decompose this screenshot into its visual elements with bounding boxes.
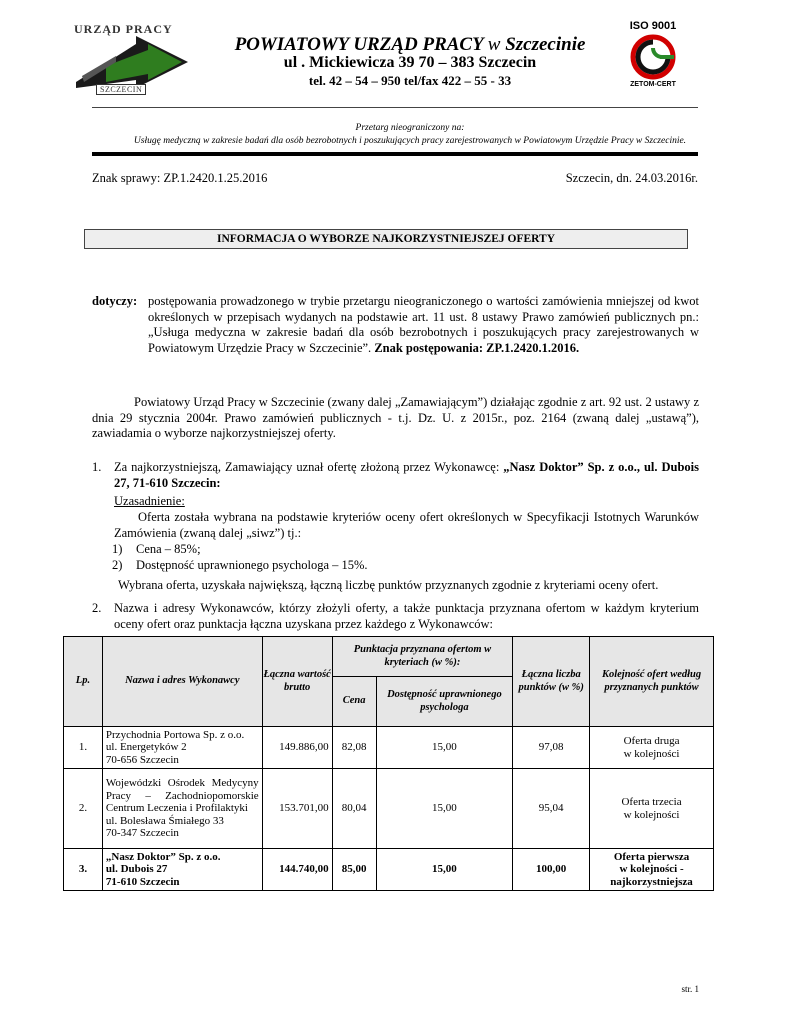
cell-name-line: ul. Energetyków 2	[105, 741, 187, 754]
tender-subheader-line2: Usługę medyczną w zakresie badań dla osób bezrobotnych i poszukujących pracy zarejestrowanych w Powiatowym Urzędzie Pracy w Szczecinie.	[133, 136, 687, 146]
org-name-part-a: POWIATOWY URZĄD PRACY	[234, 34, 484, 55]
point1-body: Za najkorzystniejszą, Zamawiający uznał ofertę złożoną przez Wykonawcę:	[114, 460, 504, 474]
cell-order	[590, 769, 714, 849]
cell-order-line: najkorzystniejsza	[610, 875, 693, 888]
th-total: Łączna liczba punktów (w %)	[513, 637, 590, 727]
chosen-offer-note: Wybrana oferta, uzyskała największą, łączną liczbę punktów przyznanych zgodnie z kryteriami oceny ofert.	[118, 578, 659, 592]
cell-value: 144.740,00	[262, 849, 332, 891]
th-psych: Dostępność uprawnionego psychologa	[376, 677, 513, 727]
dotyczy-text	[148, 294, 699, 356]
cell-name-line: 70-656 Szczecin	[105, 753, 179, 766]
cell-lp: 2.	[64, 769, 103, 849]
cell-name	[102, 727, 262, 769]
th-order: Kolejność ofert według przyznanych punktów	[590, 637, 714, 727]
iso-label: ISO 9001	[629, 20, 677, 32]
cell-price: 85,00	[332, 849, 376, 891]
table-row	[64, 769, 714, 849]
cell-price: 80,04	[332, 769, 376, 849]
logo-top-text: URZĄD PRACY	[74, 22, 173, 36]
table-row	[64, 727, 714, 769]
tender-subheader-line1: Przetarg nieograniczony na:	[355, 123, 465, 133]
point2-number: 2.	[92, 601, 102, 615]
cell-order-line: w kolejności	[623, 747, 680, 760]
offers-table	[63, 636, 714, 891]
cell-name-line: ul. Dubois 27	[105, 863, 168, 876]
cell-name-line: 70-347 Szczecin	[105, 827, 179, 840]
cell-value: 153.701,00	[262, 769, 332, 849]
place-date: Szczecin, dn. 24.03.2016r.	[565, 171, 698, 185]
iso-cert-label: ZETOM-CERT	[630, 81, 676, 88]
point1-text	[114, 460, 699, 491]
point1-winner: „Nasz Doktor” Sp. z o.o., ul. Dubois 27, 71-610 Szczecin:	[114, 460, 699, 490]
th-lp: Lp.	[64, 637, 103, 727]
intro-paragraph: Powiatowy Urząd Pracy w Szczecinie (zwany dalej „Zamawiającym”) działając zgodnie z art. 92 ust. 2 ustawy z dnia 29 stycznia 2004r. Prawo zamówień publicznych - t.j. Dz. U. z 2015r., poz. 2164 (zwaną dalej „ustawą”), zawiadamia o wyborze najkorzystniejszej oferty.	[92, 395, 699, 440]
cell-name-line: 71-610 Szczecin	[105, 875, 180, 888]
justification-text: Oferta została wybrana na podstawie kryteriów oceny ofert określonych w Specyfikacji Istotnych Warunków Zamówienia (zwaną dalej „siwz”) tj.:	[114, 510, 699, 540]
criterion-number: 2)	[112, 558, 123, 572]
cell-psych: 15,00	[376, 727, 513, 769]
cell-lp: 1.	[64, 727, 103, 769]
iso-cert-icon	[630, 34, 676, 80]
cell-total: 97,08	[513, 727, 590, 769]
org-address: ul . Mickiewicza 39 70 – 383 Szczecin	[283, 54, 537, 71]
cell-order-line: w kolejności	[623, 808, 680, 821]
point1-number: 1.	[92, 460, 102, 474]
cell-name-line: Przychodnia Portowa Sp. z o.o.	[105, 728, 245, 741]
criterion-number: 1)	[112, 542, 123, 556]
criterion-text: Cena – 85%;	[136, 542, 201, 556]
header-divider	[92, 107, 698, 108]
cell-order-line: Oferta druga	[623, 735, 680, 747]
org-phones: tel. 42 – 54 – 950 tel/fax 422 – 55 - 33	[308, 73, 512, 88]
logo-bottom-text: SZCZECIN	[96, 84, 146, 95]
tender-subheader	[60, 122, 760, 148]
dotyczy-label: dotyczy:	[92, 294, 138, 308]
cell-name	[102, 849, 262, 891]
cell-value: 149.886,00	[262, 727, 332, 769]
page-number: str. 1	[681, 984, 699, 994]
cell-total: 95,04	[513, 769, 590, 849]
org-name-part-b: Szczecinie	[505, 34, 586, 55]
cell-name-line: Wojewódzki Ośrodek Medycyny Pracy – Zachodniopomorskie Centrum Leczenia i Profilaktyki	[105, 777, 259, 815]
criteria-list	[112, 541, 368, 573]
cell-total: 100,00	[513, 849, 590, 891]
cell-name	[102, 769, 262, 849]
criterion-item	[112, 541, 368, 557]
point2-text: Nazwa i adresy Wykonawców, którzy złożyli oferty, a także punktacja przyznana ofertom w każdym kryterium oceny ofert oraz punktacja łączna uzyskana przez każdego z Wykonawców:	[114, 601, 699, 631]
cell-name-line: „Nasz Doktor” Sp. z o.o.	[105, 850, 221, 863]
cell-order-line: w kolejności -	[619, 863, 684, 876]
cell-price: 82,08	[332, 727, 376, 769]
th-name: Nazwa i adres Wykonawcy	[102, 637, 262, 727]
justification-label: Uzasadnienie:	[114, 494, 185, 508]
cell-order	[590, 849, 714, 891]
upr-logo	[68, 22, 190, 98]
criterion-text: Dostępność uprawnionego psychologa – 15%.	[136, 558, 368, 572]
dotyczy-case-ref: Znak postępowania: ZP.1.2420.1.2016.	[374, 340, 580, 355]
th-points-group: Punktacja przyznana ofertom w kryteriach (w %):	[332, 637, 513, 677]
table-row-selected	[64, 849, 714, 891]
iso-badge	[618, 20, 688, 98]
cell-order	[590, 727, 714, 769]
cell-psych: 15,00	[376, 769, 513, 849]
th-price: Cena	[332, 677, 376, 727]
cell-name-line: ul. Bolesława Śmiałego 33	[105, 814, 224, 827]
cell-order-line: Oferta trzecia	[621, 796, 682, 808]
cell-order-line: Oferta pierwsza	[613, 850, 690, 863]
case-number: Znak sprawy: ZP.1.2420.1.25.2016	[92, 171, 268, 185]
cell-lp: 3.	[64, 849, 103, 891]
org-name-w: w	[487, 34, 501, 55]
arrow-logo-icon	[76, 36, 188, 88]
th-value: Łączna wartość brutto	[262, 637, 332, 727]
criterion-item	[112, 557, 368, 573]
subheader-divider	[92, 152, 698, 156]
dotyczy-body: postępowania prowadzonego w trybie przetargu nieograniczonego o wartości zamówienia mniejszej od kwot określonych w przepisach wydanych na podstawie art. 11 ust. 8 ustawy Prawo zamówień publicznych pn.: „Usługa medyczna w zakresie badań dla osób bezrobotnych i poszukujących pracy zarejestrowanych w Powiatowym Urzędzie Pracy w Szczecinie”.	[148, 294, 699, 355]
cell-psych: 15,00	[376, 849, 513, 891]
org-name	[190, 34, 630, 56]
document-title: INFORMACJA O WYBORZE NAJKORZYSTNIEJSZEJ OFERTY	[84, 229, 688, 249]
